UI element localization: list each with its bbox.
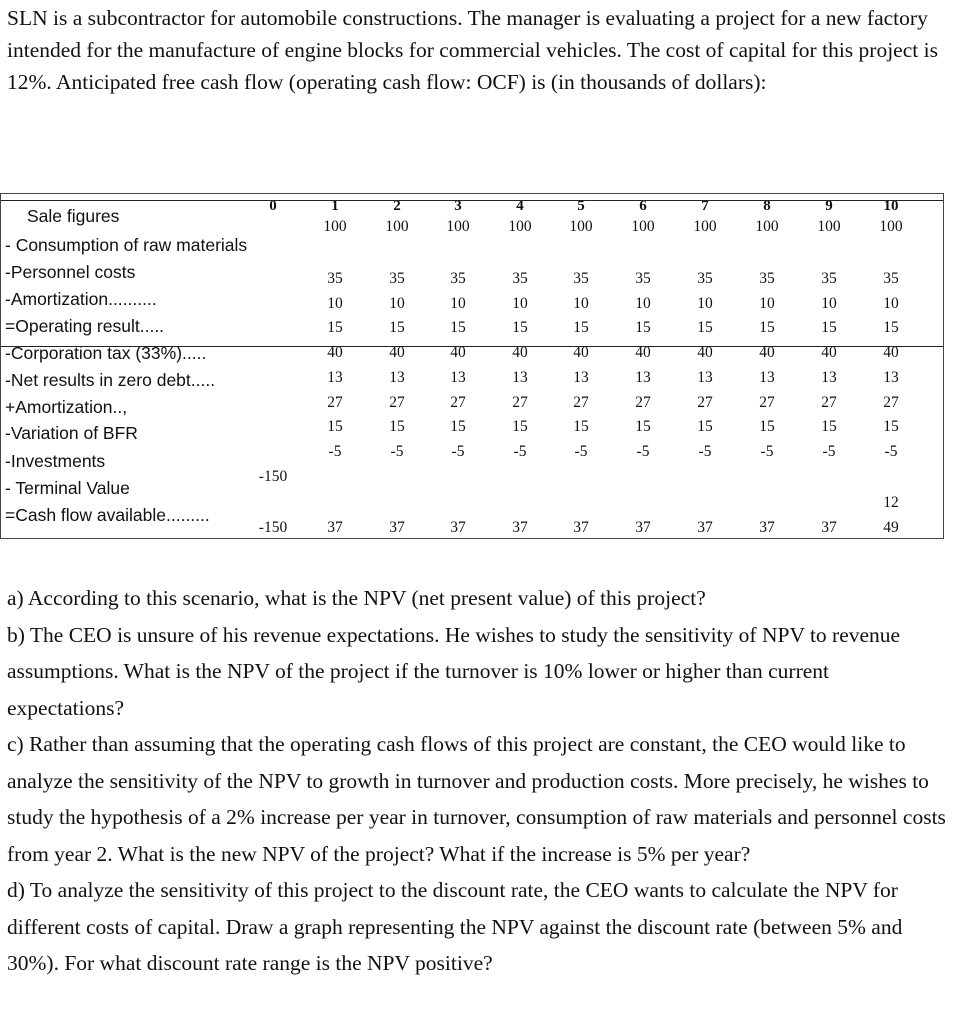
table-cell: 27 bbox=[883, 394, 899, 411]
year-header: 6 bbox=[639, 198, 647, 214]
row-label: -Investments bbox=[5, 451, 106, 471]
table-cell: 27 bbox=[821, 394, 837, 411]
question-a: a) According to this scenario, what is the NPV (net present value) of this project? bbox=[7, 586, 706, 610]
row-label: -Variation of BFR bbox=[5, 423, 138, 443]
table-cell: 100 bbox=[323, 218, 347, 235]
row-label: - Terminal Value bbox=[5, 478, 130, 498]
table-cell: -5 bbox=[884, 443, 898, 460]
table-cell: 40 bbox=[450, 344, 466, 361]
table-cell: 15 bbox=[327, 319, 343, 336]
table-cell: 100 bbox=[385, 218, 409, 235]
table-cell: 35 bbox=[573, 270, 589, 287]
table-cell: 15 bbox=[512, 418, 528, 435]
table-cell: 13 bbox=[450, 369, 466, 386]
table-cell: 10 bbox=[697, 295, 713, 312]
table-cell: 100 bbox=[879, 218, 903, 235]
questions-section bbox=[7, 580, 951, 982]
table-cell: 27 bbox=[389, 394, 405, 411]
table-cell: 15 bbox=[635, 418, 651, 435]
table-cell: 15 bbox=[883, 319, 899, 336]
year-header: 10 bbox=[883, 198, 899, 214]
table-cell: -5 bbox=[451, 443, 465, 460]
table-rule bbox=[1, 346, 943, 347]
table-cell: 35 bbox=[883, 270, 899, 287]
table-cell: 35 bbox=[697, 270, 713, 287]
row-label: Sale figures bbox=[27, 206, 120, 226]
cash-flow-table bbox=[0, 193, 944, 539]
question-b: b) The CEO is unsure of his revenue expectations. He wishes to study the sensitivity of NPV to revenue assumptions. What is the NPV of the project if the turnover is 10% lower or higher than current expectations? bbox=[7, 622, 901, 720]
table-cell: 10 bbox=[327, 295, 343, 312]
table-cell: 35 bbox=[389, 270, 405, 287]
row-label: -Corporation tax (33%)..... bbox=[5, 343, 207, 363]
table-cell: 35 bbox=[635, 270, 651, 287]
table-cell: -150 bbox=[258, 468, 288, 485]
table-cell: 27 bbox=[573, 394, 589, 411]
table-cell: -5 bbox=[698, 443, 712, 460]
table-cell: 100 bbox=[569, 218, 593, 235]
table-cell: 15 bbox=[573, 319, 589, 336]
table-cell: 40 bbox=[635, 344, 651, 361]
table-cell: 15 bbox=[389, 418, 405, 435]
year-header: 2 bbox=[393, 198, 401, 214]
table-cell: 37 bbox=[635, 519, 651, 536]
table-cell: 27 bbox=[512, 394, 528, 411]
table-cell: 15 bbox=[635, 319, 651, 336]
table-cell: 35 bbox=[512, 270, 528, 287]
table-cell: 40 bbox=[821, 344, 837, 361]
table-cell: -5 bbox=[760, 443, 774, 460]
table-cell: -5 bbox=[390, 443, 404, 460]
table-cell: 35 bbox=[821, 270, 837, 287]
table-cell: 13 bbox=[697, 369, 713, 386]
year-header: 4 bbox=[516, 198, 524, 214]
table-cell: -5 bbox=[328, 443, 342, 460]
table-cell: 12 bbox=[883, 494, 899, 511]
table-rule bbox=[1, 200, 943, 201]
row-label: =Operating result..... bbox=[5, 316, 165, 336]
table-cell: 15 bbox=[883, 418, 899, 435]
table-cell: 40 bbox=[389, 344, 405, 361]
table-cell: 40 bbox=[573, 344, 589, 361]
table-cell: 10 bbox=[821, 295, 837, 312]
table-cell: 15 bbox=[759, 319, 775, 336]
table-cell: 37 bbox=[389, 519, 405, 536]
table-cell: 15 bbox=[821, 418, 837, 435]
table-cell: 15 bbox=[389, 319, 405, 336]
table-cell: 40 bbox=[512, 344, 528, 361]
table-cell: 35 bbox=[759, 270, 775, 287]
table-cell: 15 bbox=[327, 418, 343, 435]
table-cell: 40 bbox=[883, 344, 899, 361]
table-cell: 13 bbox=[635, 369, 651, 386]
table-cell: 15 bbox=[821, 319, 837, 336]
row-label: =Cash flow available......... bbox=[5, 505, 210, 525]
question-d: d) To analyze the sensitivity of this project to the discount rate, the CEO wants to calculate the NPV for different costs of capital. Draw a graph representing the NPV against the discount rate (between 5% and 30%). For what discount rate range is the NPV positive? bbox=[7, 878, 903, 975]
table-cell: 37 bbox=[697, 519, 713, 536]
table-cell: 13 bbox=[389, 369, 405, 386]
table-cell: 100 bbox=[817, 218, 841, 235]
row-label: -Amortization.......... bbox=[5, 289, 157, 309]
table-cell: 40 bbox=[759, 344, 775, 361]
row-label: -Net results in zero debt..... bbox=[5, 370, 216, 390]
table-cell: 15 bbox=[450, 418, 466, 435]
table-cell: 100 bbox=[508, 218, 532, 235]
year-header: 8 bbox=[763, 198, 771, 214]
year-header: 0 bbox=[269, 198, 277, 214]
table-cell: 37 bbox=[821, 519, 837, 536]
table-cell: 15 bbox=[697, 418, 713, 435]
table-cell: 27 bbox=[697, 394, 713, 411]
table-cell: 15 bbox=[512, 319, 528, 336]
row-label: - Consumption of raw materials bbox=[5, 235, 248, 255]
table-cell: 13 bbox=[759, 369, 775, 386]
table-cell: 10 bbox=[512, 295, 528, 312]
table-cell: -5 bbox=[513, 443, 527, 460]
year-header: 7 bbox=[701, 198, 709, 214]
table-cell: 10 bbox=[573, 295, 589, 312]
table-cell: 27 bbox=[327, 394, 343, 411]
table-cell: 13 bbox=[821, 369, 837, 386]
year-header: 3 bbox=[454, 198, 462, 214]
table-cell: 13 bbox=[327, 369, 343, 386]
table-cell: -150 bbox=[258, 519, 288, 536]
table-cell: 49 bbox=[883, 519, 899, 536]
table-cell: 15 bbox=[697, 319, 713, 336]
table-cell: 100 bbox=[631, 218, 655, 235]
table-cell: 15 bbox=[759, 418, 775, 435]
table-cell: 37 bbox=[450, 519, 466, 536]
table-cell: -5 bbox=[636, 443, 650, 460]
table-cell: 10 bbox=[450, 295, 466, 312]
table-cell: 10 bbox=[883, 295, 899, 312]
table-cell: 100 bbox=[446, 218, 470, 235]
year-header: 1 bbox=[331, 198, 339, 214]
table-cell: 15 bbox=[450, 319, 466, 336]
intro-paragraph: SLN is a subcontractor for automobile constructions. The manager is evaluating a project for a new factory intended for the manufacture of engine blocks for commercial vehicles. The cost of capital for this project is 12%. Anticipated free cash flow (operating cash flow: OCF) is (in thousands of dollars): bbox=[7, 6, 938, 94]
year-header: 9 bbox=[825, 198, 833, 214]
table-cell: 10 bbox=[389, 295, 405, 312]
table-cell: -5 bbox=[574, 443, 588, 460]
table-cell: -5 bbox=[822, 443, 836, 460]
table-cell: 100 bbox=[693, 218, 717, 235]
table-cell: 27 bbox=[450, 394, 466, 411]
table-cell: 10 bbox=[759, 295, 775, 312]
table-cell: 15 bbox=[573, 418, 589, 435]
table-cell: 40 bbox=[327, 344, 343, 361]
table-cell: 100 bbox=[755, 218, 779, 235]
table-cell: 35 bbox=[450, 270, 466, 287]
table-cell: 13 bbox=[512, 369, 528, 386]
table-cell: 13 bbox=[573, 369, 589, 386]
table-cell: 10 bbox=[635, 295, 651, 312]
table-cell: 40 bbox=[697, 344, 713, 361]
table-cell: 37 bbox=[327, 519, 343, 536]
year-header: 5 bbox=[577, 198, 585, 214]
table-cell: 27 bbox=[635, 394, 651, 411]
row-label: -Personnel costs bbox=[5, 262, 136, 282]
table-cell: 37 bbox=[573, 519, 589, 536]
question-c: c) Rather than assuming that the operating cash flows of this project are constant, the CEO would like to analyze the sensitivity of the NPV to growth in turnover and production costs. More precisely, he wishes to study the hypothesis of a 2% increase per year in turnover, consumption of raw materials and personnel costs from year 2. What is the new NPV of the project? What if the increase is 5% per year? bbox=[7, 732, 946, 866]
table-cell: 37 bbox=[512, 519, 528, 536]
table-cell: 35 bbox=[327, 270, 343, 287]
table-cell: 13 bbox=[883, 369, 899, 386]
table-cell: 27 bbox=[759, 394, 775, 411]
table-cell: 37 bbox=[759, 519, 775, 536]
row-label: +Amortization.., bbox=[5, 397, 128, 417]
